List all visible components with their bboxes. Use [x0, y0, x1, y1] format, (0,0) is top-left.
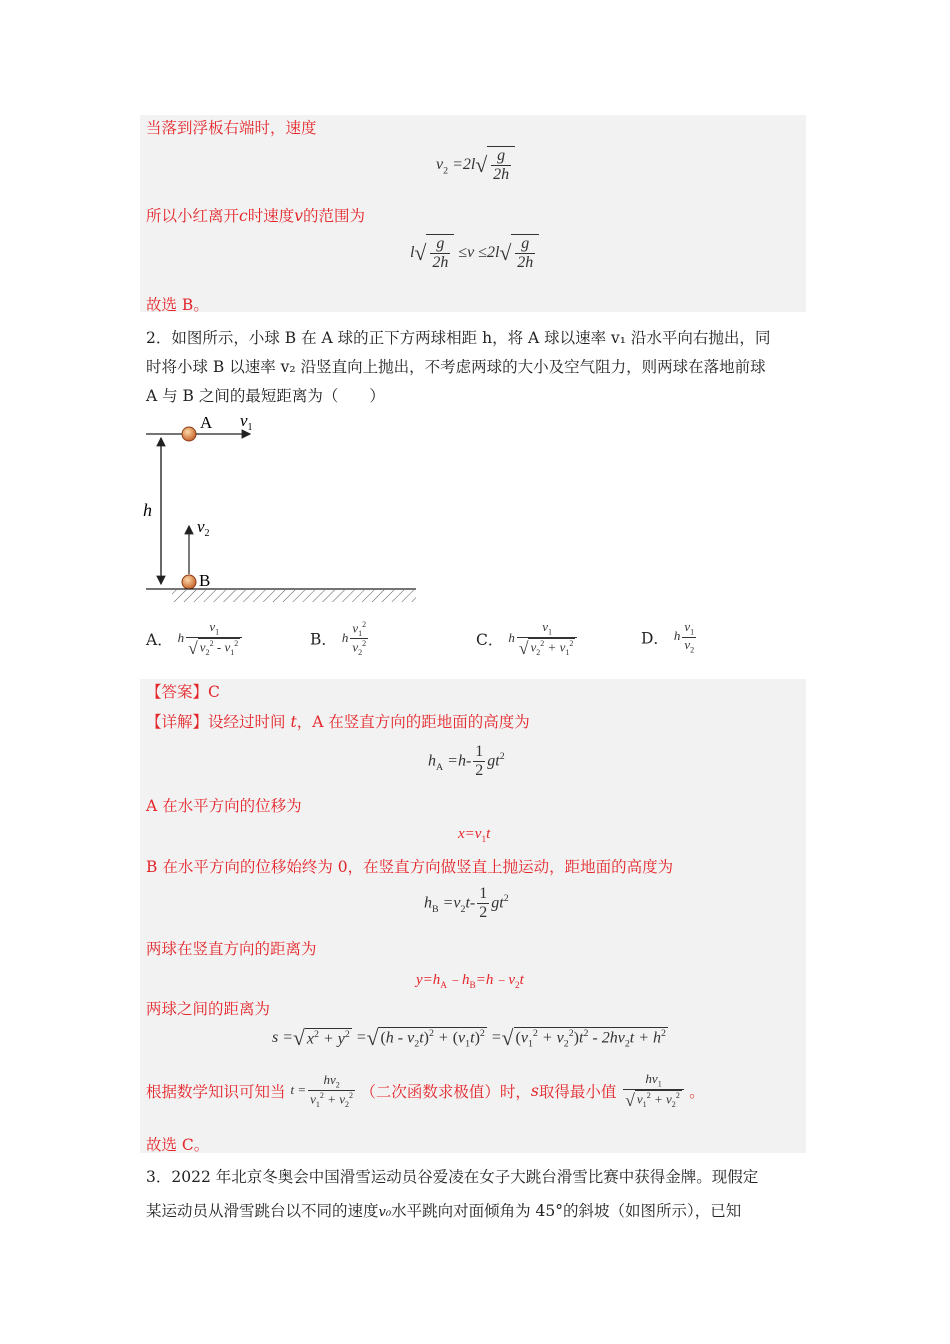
detail-line-2: A 在水平方向的位移为: [146, 797, 302, 815]
q2-option-a[interactable]: A． h $\frac{v_1}{√ v_2^2 - v_1^2}$: [146, 620, 244, 658]
equation-y: $y=h_A﹣h_B=h﹣v_2t$: [416, 972, 524, 991]
q2-stem-line-1: 2．如图所示，小球 B 在 A 球的正下方两球相距 h，将 A 球以速率 v₁ 沿水平向右抛出，同: [146, 329, 771, 347]
detail-line-5: 两球之间的距离为: [146, 1000, 271, 1018]
detail-line-3: B 在水平方向的位移始终为 0，在竖直方向做竖直上抛运动，距地面的高度为: [146, 858, 674, 876]
detail-line-4: 两球在竖直方向的距离为: [146, 940, 317, 958]
equation-s: s =√ $x^2 + y^2$ =√ $(h - v_2t)^2 + (v_1t)^2$ =√ $(v_1^2 + v_2^2)t^2 - 2hv_2t + h^2$: [272, 1026, 666, 1050]
svg-text:v2: $v_2$: [197, 517, 210, 539]
detail-conclusion: 故选 C。: [146, 1136, 210, 1154]
figure-label-h: h: [143, 500, 152, 520]
ball-a: [182, 427, 196, 441]
equation-ha: $h_A =h-$ $\frac{1}{2}$ $gt^2$: [428, 743, 505, 780]
figure-label-a: A: [200, 413, 213, 432]
q2-stem-line-2: 时将小球 B 以速率 v₂ 沿竖直向上抛出，不考虑两球的大小及空气阻力，则两球在落地前球: [146, 358, 766, 376]
solution1-equation-2: l√ $\frac{g}{2h}$ ≤v ≤2l√ $\frac{g}{2h}$: [410, 234, 539, 273]
figure-label-b: B: [199, 571, 211, 590]
ball-b: [182, 575, 196, 589]
q2-option-d[interactable]: D． h $\frac{v_1}{v_2}$: [641, 619, 695, 655]
q2-option-b[interactable]: B． h $\frac{v_1^2}{v_2^2}$: [310, 620, 367, 658]
solution1-equation-1: $v_2 =2l√$ $\frac{g}{2h}$: [436, 146, 515, 185]
solution1-text-1: 当落到浮板右端时，速度: [146, 119, 317, 137]
detail-line-6: 根据数学知识可知当 t = $\frac{hv_2}{v_1^2 + v_2^2}$ （二次函数求极值）时，s取得最小值 $\frac{hv_1}{√ v_1^2 + v_2^2}$ 。: [146, 1071, 705, 1110]
q3-stem-line-1: 3．2022 年北京冬奥会中国滑雪运动员谷爱凌在女子大跳台滑雪比赛中获得金牌。现假定: [146, 1168, 759, 1186]
equation-x: $x=v_1t$: [458, 826, 491, 845]
q3-stem-line-2: 某运动员从滑雪跳台以不同的速度v₀水平跳向对面倾角为 45°的斜坡（如图所示），已知: [146, 1202, 742, 1220]
solution1-text-2: 所以小红离开c时速度v的范围为: [146, 207, 365, 225]
equation-hb: $h_B =v_2t-$ $\frac{1}{2}$ $gt^2$: [424, 885, 509, 922]
q2-option-c[interactable]: C． h $\frac{v_1}{√ v_2^2 + v_1^2}$: [476, 620, 579, 658]
detail-line-1: 【详解】设经过时间 t，A 在竖直方向的距地面的高度为: [146, 713, 530, 731]
solution1-conclusion: 故选 B。: [146, 296, 209, 314]
svg-text:v1: $v_1$: [240, 411, 253, 433]
q2-figure: [140, 408, 425, 608]
q2-stem-line-3: A 与 B 之间的最短距离为（ ）: [146, 387, 385, 405]
answer-line: 【答案】C: [146, 683, 220, 701]
